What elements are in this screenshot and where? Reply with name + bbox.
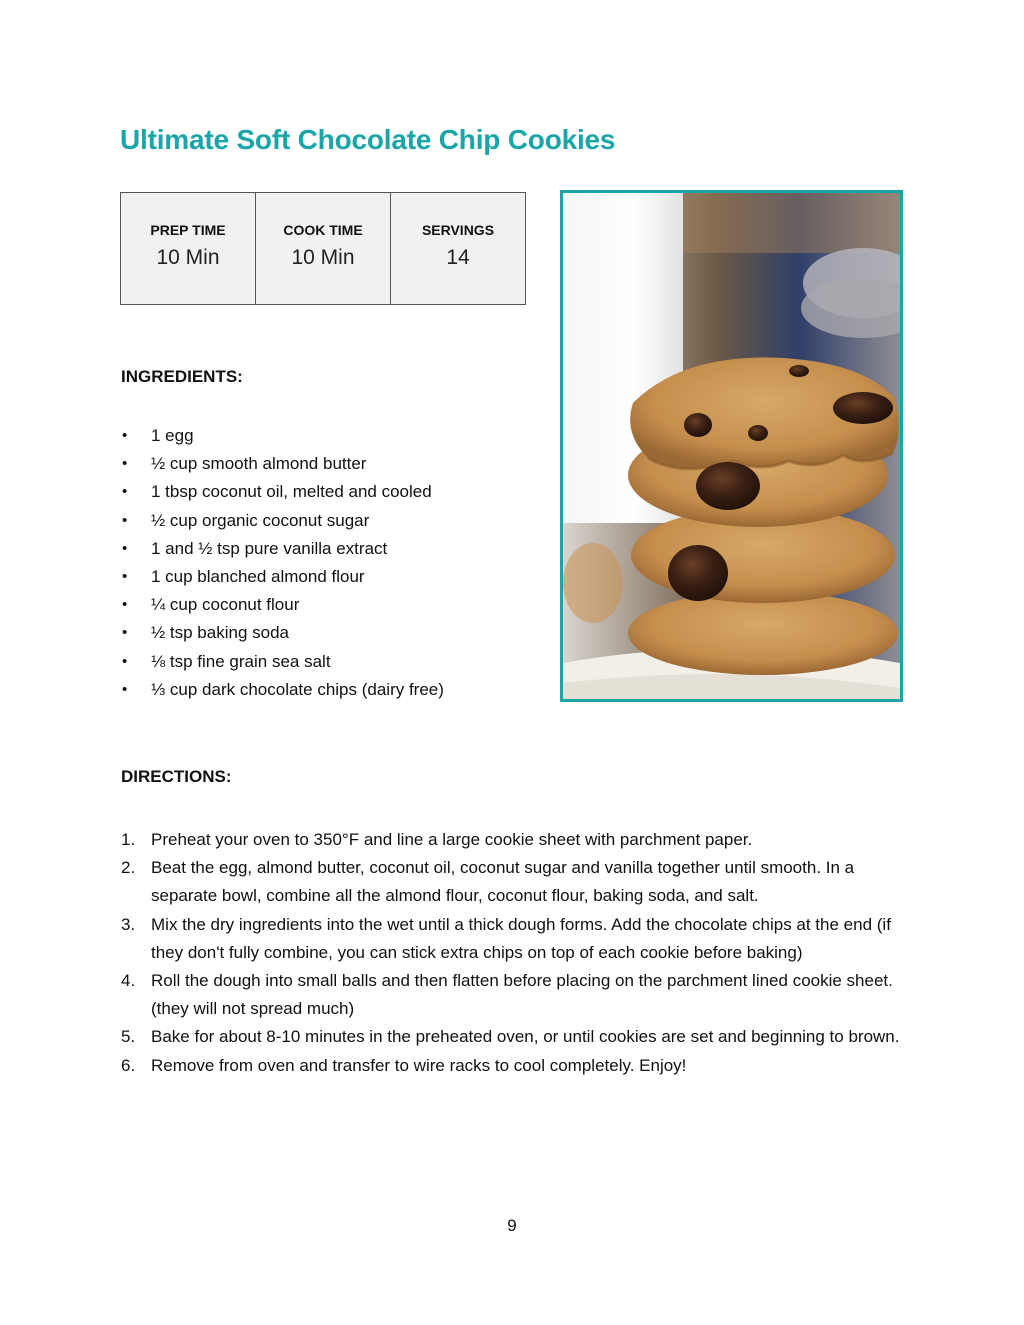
step-number: 1.	[121, 830, 136, 849]
prep-time-value: 10 Min	[156, 246, 220, 269]
ingredient-text: 1 tbsp coconut oil, melted and cooled	[151, 482, 432, 502]
prep-time-cell	[121, 193, 256, 304]
direction-step	[121, 1052, 911, 1080]
ingredients-heading: INGREDIENTS:	[121, 367, 243, 386]
bullet-icon: •	[122, 539, 128, 557]
step-number: 6.	[121, 1055, 136, 1075]
direction-step	[121, 826, 911, 854]
servings-label: SERVINGS	[421, 222, 495, 238]
step-number: 5.	[121, 1027, 136, 1047]
direction-step	[121, 967, 911, 1023]
step-text: Bake for about 8-10 minutes in the preheated oven, or until cookies are set and beginning to brown.	[151, 1027, 900, 1047]
ingredient-text: ¼ cup coconut flour	[151, 595, 300, 615]
ingredient-text: ½ tsp baking soda	[151, 623, 289, 643]
bullet-icon: •	[122, 427, 128, 444]
cookie-photo	[560, 190, 903, 702]
servings-value: 14	[446, 246, 470, 269]
bullet-icon: •	[122, 652, 128, 670]
step-text: Preheat your oven to 350°F and line a large cookie sheet with parchment paper.	[151, 830, 753, 849]
directions-heading: DIRECTIONS:	[121, 767, 232, 786]
step-text: Mix the dry ingredients into the wet until a thick dough forms. Add the chocolate chips at the end (if they don't fully combine, you can stick extra chips on top of each cookie before baking)	[151, 914, 891, 962]
ingredient-item	[121, 676, 444, 704]
bullet-icon: •	[122, 568, 128, 586]
cook-time-cell	[256, 193, 391, 304]
ingredient-item	[121, 507, 444, 535]
recipe-title: Ultimate Soft Chocolate Chip Cookies	[120, 124, 616, 155]
bullet-icon: •	[122, 596, 128, 614]
ingredient-text: ⅛ tsp fine grain sea salt	[151, 651, 331, 671]
ingredient-item	[121, 422, 444, 450]
ingredient-text: ⅓ cup dark chocolate chips (dairy free)	[151, 679, 444, 699]
direction-step	[121, 1023, 911, 1051]
step-number: 4.	[121, 971, 136, 991]
ingredient-item	[121, 648, 444, 676]
ingredient-text: 1 cup blanched almond flour	[151, 567, 365, 587]
recipe-info-table	[120, 192, 526, 305]
ingredients-list	[121, 422, 444, 704]
bullet-icon: •	[122, 455, 128, 473]
cook-time-label: COOK TIME	[283, 222, 363, 238]
prep-time-label: PREP TIME	[150, 222, 226, 238]
ingredient-item	[121, 619, 444, 647]
bullet-icon: •	[122, 511, 128, 529]
step-text: Roll the dough into small balls and then flatten before placing on the parchment lined cookie sheet. (they will not spread much)	[151, 971, 893, 1019]
ingredient-text: ½ cup organic coconut sugar	[151, 510, 370, 530]
direction-step	[121, 854, 911, 910]
bullet-icon: •	[122, 483, 128, 501]
bullet-icon: •	[122, 680, 128, 698]
cookie-photo-illustration	[563, 193, 900, 699]
page-number: 9	[507, 1216, 517, 1235]
ingredient-item	[121, 563, 444, 591]
ingredient-text: ½ cup smooth almond butter	[151, 454, 367, 474]
direction-step	[121, 911, 911, 967]
ingredient-item	[121, 450, 444, 478]
step-number: 3.	[121, 914, 136, 934]
ingredient-item	[121, 478, 444, 506]
step-text: Remove from oven and transfer to wire racks to cool completely. Enjoy!	[151, 1055, 687, 1075]
directions-list	[121, 826, 911, 1080]
ingredient-item	[121, 591, 444, 619]
ingredient-item	[121, 535, 444, 563]
servings-cell	[391, 193, 525, 304]
step-number: 2.	[121, 858, 136, 878]
bullet-icon: •	[122, 624, 128, 642]
step-text: Beat the egg, almond butter, coconut oil, coconut sugar and vanilla together until smooth. In a separate bowl, combine all the almond flour, coconut flour, baking soda, and salt.	[151, 858, 855, 906]
ingredient-text: 1 egg	[151, 426, 194, 445]
ingredient-text: 1 and ½ tsp pure vanilla extract	[151, 538, 388, 558]
cook-time-value: 10 Min	[291, 246, 355, 269]
